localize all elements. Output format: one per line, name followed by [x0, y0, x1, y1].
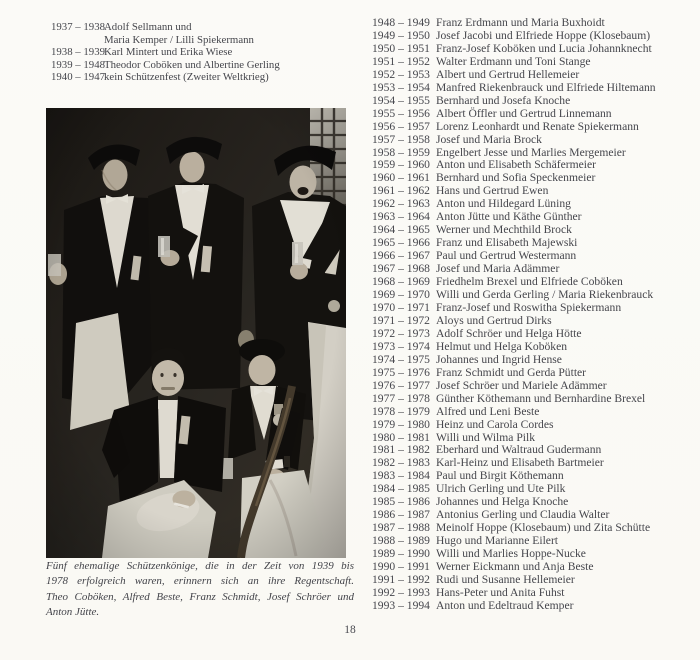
king-couple-names: Friedhelm Brexel und Elfriede Coböken — [436, 275, 623, 289]
king-couple-names: Anton Jütte und Käthe Günther — [436, 210, 582, 224]
list-row — [372, 406, 698, 419]
king-couple-names: Ulrich Gerling und Ute Pilk — [436, 482, 566, 496]
year-range: 1970 – 1971 — [372, 300, 430, 314]
year-range: 1992 – 1993 — [372, 585, 430, 599]
caption-line: Anton Jütte. — [46, 605, 100, 618]
king-couple-names: Werner Eickmann und Anja Beste — [436, 560, 594, 574]
year-range: 1937 – 1938 — [51, 21, 105, 33]
photo-caption — [46, 559, 354, 620]
king-couple-names: Adolf Schröer und Helga Hötte — [436, 326, 582, 340]
year-range: 1991 – 1992 — [372, 572, 430, 586]
list-row — [372, 121, 698, 134]
king-couple-names: Josef Schröer und Mariele Adämmer — [436, 378, 607, 392]
list-row — [372, 302, 698, 315]
year-range: 1952 – 1953 — [372, 67, 430, 81]
king-couple-names: Manfred Riekenbrauck und Elfriede Hiltemann — [436, 80, 656, 94]
year-range: 1960 – 1961 — [372, 171, 430, 185]
king-couple-names: Helmut und Helga Koböken — [436, 339, 568, 353]
king-couple-names: Paul und Birgit Köthemann — [436, 469, 564, 483]
list-row — [372, 574, 698, 587]
year-range: 1967 – 1968 — [372, 262, 430, 276]
king-couple-names: Johannes und Ingrid Hense — [436, 352, 562, 366]
king-couple-names: Eberhard und Waltraud Gudermann — [436, 443, 602, 457]
year-range: 1990 – 1991 — [372, 560, 430, 574]
list-row — [372, 43, 698, 56]
list-row — [372, 30, 698, 43]
king-couple-names: Hugo und Marianne Eilert — [436, 534, 559, 548]
list-row — [51, 34, 353, 47]
king-couple-names: Josef und Maria Brock — [436, 132, 542, 146]
year-range: 1940 – 1947 — [51, 71, 105, 84]
king-couple-names: Karl-Heinz und Elisabeth Bartmeier — [436, 456, 604, 470]
list-row — [372, 56, 698, 69]
king-couple-names: Franz Erdmann und Maria Buxhoidt — [436, 16, 605, 29]
kings-list-1937-1947 — [51, 21, 353, 84]
list-row — [372, 134, 698, 147]
caption-line: Fünf ehemalige Schützenkönige, die in der Zeit von 1939 bis — [46, 560, 354, 572]
year-range: 1964 – 1965 — [372, 223, 430, 237]
king-couple-names: Willi und Marlies Hoppe-Nucke — [436, 547, 586, 561]
year-range: 1959 – 1960 — [372, 158, 430, 172]
year-range: 1987 – 1988 — [372, 521, 430, 535]
king-couple-names: Hans und Gertrud Ewen — [436, 184, 549, 198]
year-range: 1969 – 1970 — [372, 288, 430, 302]
list-row — [51, 71, 353, 84]
year-range: 1957 – 1958 — [372, 132, 430, 146]
king-couple-names: kein Schützenfest (Zweiter Weltkrieg) — [104, 71, 269, 84]
year-range: 1975 – 1976 — [372, 365, 430, 379]
photo-illustration — [46, 108, 346, 558]
list-row — [372, 380, 698, 393]
year-range: 1951 – 1952 — [372, 54, 430, 68]
king-couple-names: Rudi und Susanne Hellemeier — [436, 572, 575, 586]
year-range: 1973 – 1974 — [372, 339, 430, 353]
year-range: 1956 – 1957 — [372, 119, 430, 133]
king-couple-names: Franz und Elisabeth Majewski — [436, 236, 578, 250]
list-row — [372, 315, 698, 328]
list-row — [372, 354, 698, 367]
king-couple-names: Anton und Hildegard Lüning — [436, 197, 571, 211]
list-row — [372, 69, 698, 82]
king-couple-names: Aloys und Gertrud Dirks — [436, 313, 552, 327]
king-couple-names: Josef und Maria Adämmer — [436, 262, 560, 276]
king-couple-names: Maria Kemper / Lilli Spiekermann — [104, 33, 254, 46]
king-couple-names: Bernhard und Josefa Knoche — [436, 93, 571, 107]
year-range: 1955 – 1956 — [372, 106, 430, 120]
list-row — [372, 419, 698, 432]
king-couple-names: Johannes und Helga Knoche — [436, 495, 569, 509]
year-range: 1977 – 1978 — [372, 391, 430, 405]
year-range: 1974 – 1975 — [372, 352, 430, 366]
year-range: 1961 – 1962 — [372, 184, 430, 198]
king-couple-names: Franz-Josef Koböken und Lucia Johannknecht — [436, 41, 652, 55]
king-couple-names: Albert und Gertrud Hellemeier — [436, 67, 580, 81]
year-range: 1989 – 1990 — [372, 547, 430, 561]
king-couple-names: Walter Erdmann und Toni Stange — [436, 54, 591, 68]
year-range: 1968 – 1969 — [372, 275, 430, 289]
page-number: 18 — [344, 624, 356, 636]
caption-line: Theo Coböken, Alfred Beste, Franz Schmidt, Josef Schröer und — [46, 590, 354, 603]
year-range: 1939 – 1948 — [51, 58, 105, 71]
year-range: 1953 – 1954 — [372, 80, 430, 94]
year-range: 1982 – 1983 — [372, 456, 430, 470]
year-range: 1963 – 1964 — [372, 210, 430, 224]
king-couple-names: Willi und Wilma Pilk — [436, 430, 536, 444]
year-range: 1979 – 1980 — [372, 417, 430, 431]
year-range: 1962 – 1963 — [372, 197, 430, 211]
king-couple-names: Adolf Sellmann und — [104, 21, 192, 33]
year-range: 1986 – 1987 — [372, 508, 430, 522]
year-range: 1984 – 1985 — [372, 482, 430, 496]
year-range: 1958 – 1959 — [372, 145, 430, 159]
king-couple-names: Paul und Gertrud Westermann — [436, 249, 577, 263]
list-row — [372, 95, 698, 108]
king-couple-names: Franz-Josef und Roswitha Spiekermann — [436, 300, 622, 314]
list-row — [372, 600, 698, 613]
king-couple-names: Meinolf Hoppe (Klosebaum) und Zita Schütte — [436, 521, 651, 535]
king-couple-names: Alfred und Leni Beste — [436, 404, 540, 418]
king-couple-names: Antonius Gerling und Claudia Walter — [436, 508, 610, 522]
king-couple-names: Albert Öffler und Gertrud Linnemann — [436, 106, 612, 120]
king-couple-names: Anton und Edeltraud Kemper — [436, 598, 574, 612]
list-row — [372, 393, 698, 406]
year-range: 1966 – 1967 — [372, 249, 430, 263]
year-range: 1938 – 1939 — [51, 46, 105, 59]
year-range: 1978 – 1979 — [372, 404, 430, 418]
king-couple-names: Karl Mintert und Erika Wiese — [104, 46, 233, 59]
year-range: 1949 – 1950 — [372, 28, 430, 42]
list-row — [372, 328, 698, 341]
year-range: 1972 – 1973 — [372, 326, 430, 340]
king-couple-names: Heinz und Carola Cordes — [436, 417, 554, 431]
king-couple-names: Anton und Elisabeth Schäfermeier — [436, 158, 597, 172]
year-range: 1981 – 1982 — [372, 443, 430, 457]
list-row — [51, 59, 353, 72]
list-row — [372, 17, 698, 30]
year-range: 1988 – 1989 — [372, 534, 430, 548]
list-row — [372, 82, 698, 95]
king-couple-names: Theodor Coböken und Albertine Gerling — [104, 58, 280, 71]
list-row — [51, 21, 353, 34]
king-couple-names: Lorenz Leonhardt und Renate Spiekermann — [436, 119, 639, 133]
year-range: 1965 – 1966 — [372, 236, 430, 250]
year-range: 1950 – 1951 — [372, 41, 430, 55]
king-couple-names: Engelbert Jesse und Marlies Mergemeier — [436, 145, 626, 159]
king-couple-names: Willi und Gerda Gerling / Maria Riekenbrauck — [436, 288, 654, 302]
list-row — [372, 367, 698, 380]
list-row — [51, 46, 353, 59]
year-range: 1976 – 1977 — [372, 378, 430, 392]
year-range: 1971 – 1972 — [372, 313, 430, 327]
year-range: 1983 – 1984 — [372, 469, 430, 483]
king-couple-names: Bernhard und Sofia Speckenmeier — [436, 171, 596, 185]
king-couple-names: Günther Köthemann und Bernhardine Brexel — [436, 391, 646, 405]
king-couple-names: Josef Jacobi und Elfriede Hoppe (Klosebaum) — [436, 28, 651, 42]
kings-list-1948-1994 — [372, 17, 698, 613]
king-couple-names: Franz Schmidt und Gerda Pütter — [436, 365, 587, 379]
year-range: 1985 – 1986 — [372, 495, 430, 509]
king-couple-names: Hans-Peter und Anita Fuhst — [436, 585, 565, 599]
list-row — [372, 587, 698, 600]
year-range: 1948 – 1949 — [372, 16, 430, 29]
year-range: 1954 – 1955 — [372, 93, 430, 107]
group-photo — [46, 108, 346, 558]
king-couple-names: Werner und Mechthild Brock — [436, 223, 572, 237]
list-row — [372, 108, 698, 121]
list-row — [372, 341, 698, 354]
year-range: 1993 – 1994 — [372, 598, 430, 612]
year-range: 1980 – 1981 — [372, 430, 430, 444]
caption-line: 1978 erfolgreich waren, erinnern sich an ihre Regentschaft. — [46, 575, 354, 588]
